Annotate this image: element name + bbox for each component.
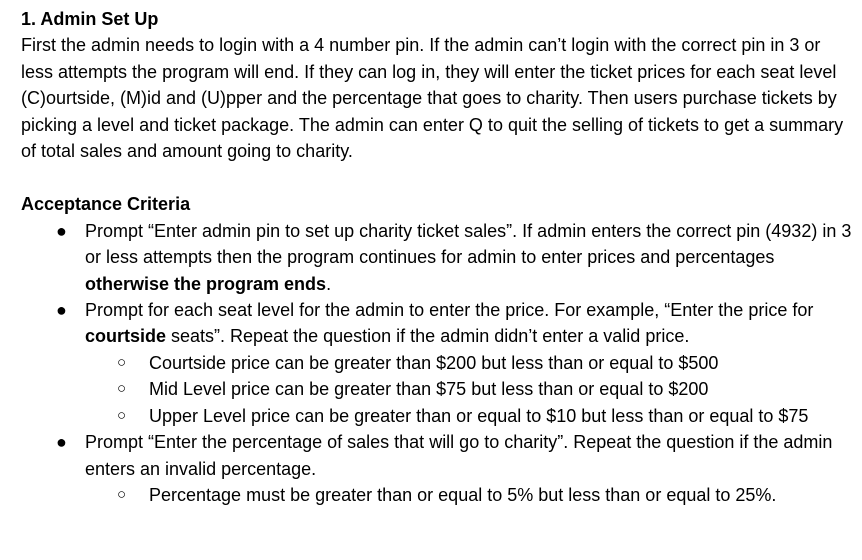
criteria-item-prices [21, 297, 853, 429]
percentage-rule-text: Percentage must be greater than or equal to 5% but less than or equal to 25%. [149, 484, 777, 505]
criteria-item-end: . [326, 273, 332, 294]
criteria-item-text: Prompt “Enter the percentage of sales that will go to charity”. Repeat the question if the admin enters an invalid percentage. [85, 432, 833, 479]
price-rule-text: Mid Level price can be greater than $75 but less than or equal to $200 [149, 379, 709, 400]
criteria-item-percentage [21, 429, 853, 508]
criteria-item-text: Prompt for each seat level for the admin to enter the price. For example, “Enter the price for [85, 300, 814, 321]
percentage-rules-list [85, 482, 853, 508]
sub-bullet-icon: ○ [117, 353, 127, 371]
criteria-item-text-end: seats”. Repeat the question if the admin didn’t enter a valid price. [166, 326, 690, 347]
acceptance-criteria-heading: Acceptance Criteria [21, 194, 191, 215]
criteria-item-text: Prompt “Enter admin pin to set up charity ticket sales”. If admin enters the correct pin (4932) in 3 or less attempts then the program continues for admin to enter prices and percentages [85, 220, 852, 268]
price-rule-mid [85, 376, 853, 402]
criteria-item-bold: courtside [85, 326, 167, 347]
section-heading: 1. Admin Set Up [21, 9, 159, 29]
price-rule-upper [85, 403, 853, 429]
bullet-icon: ● [56, 300, 67, 321]
bullet-icon: ● [56, 432, 67, 453]
criteria-item-pin [21, 218, 853, 297]
sub-bullet-icon: ○ [117, 406, 127, 424]
sub-bullet-icon: ○ [117, 485, 127, 503]
price-rule-text: Upper Level price can be greater than or equal to $10 but less than or equal to $75 [149, 405, 809, 426]
price-rule-text: Courtside price can be greater than $200 but less than or equal to $500 [149, 352, 719, 373]
price-rule-courtside [85, 350, 853, 376]
price-rules-list [85, 350, 853, 429]
criteria-item-bold: otherwise the program ends [85, 273, 327, 294]
spacer [21, 164, 862, 191]
criteria-list [21, 218, 862, 508]
bullet-icon: ● [56, 220, 67, 241]
intro-paragraph: First the admin needs to login with a 4 number pin. If the admin can’t login with the correct pin in 3 or less attempts the program will end. If they can log in, they will enter the ticket prices for each seat level (C)ourtside, (M)id and (U)pper and the percentage that goes to charity. Then users purchase tickets by picking a level and ticket package. The admin can enter Q to quit the selling of tickets to get a summary of total sales and amount going to charity. [21, 35, 844, 162]
sub-bullet-icon: ○ [117, 380, 127, 398]
percentage-rule [85, 482, 853, 508]
